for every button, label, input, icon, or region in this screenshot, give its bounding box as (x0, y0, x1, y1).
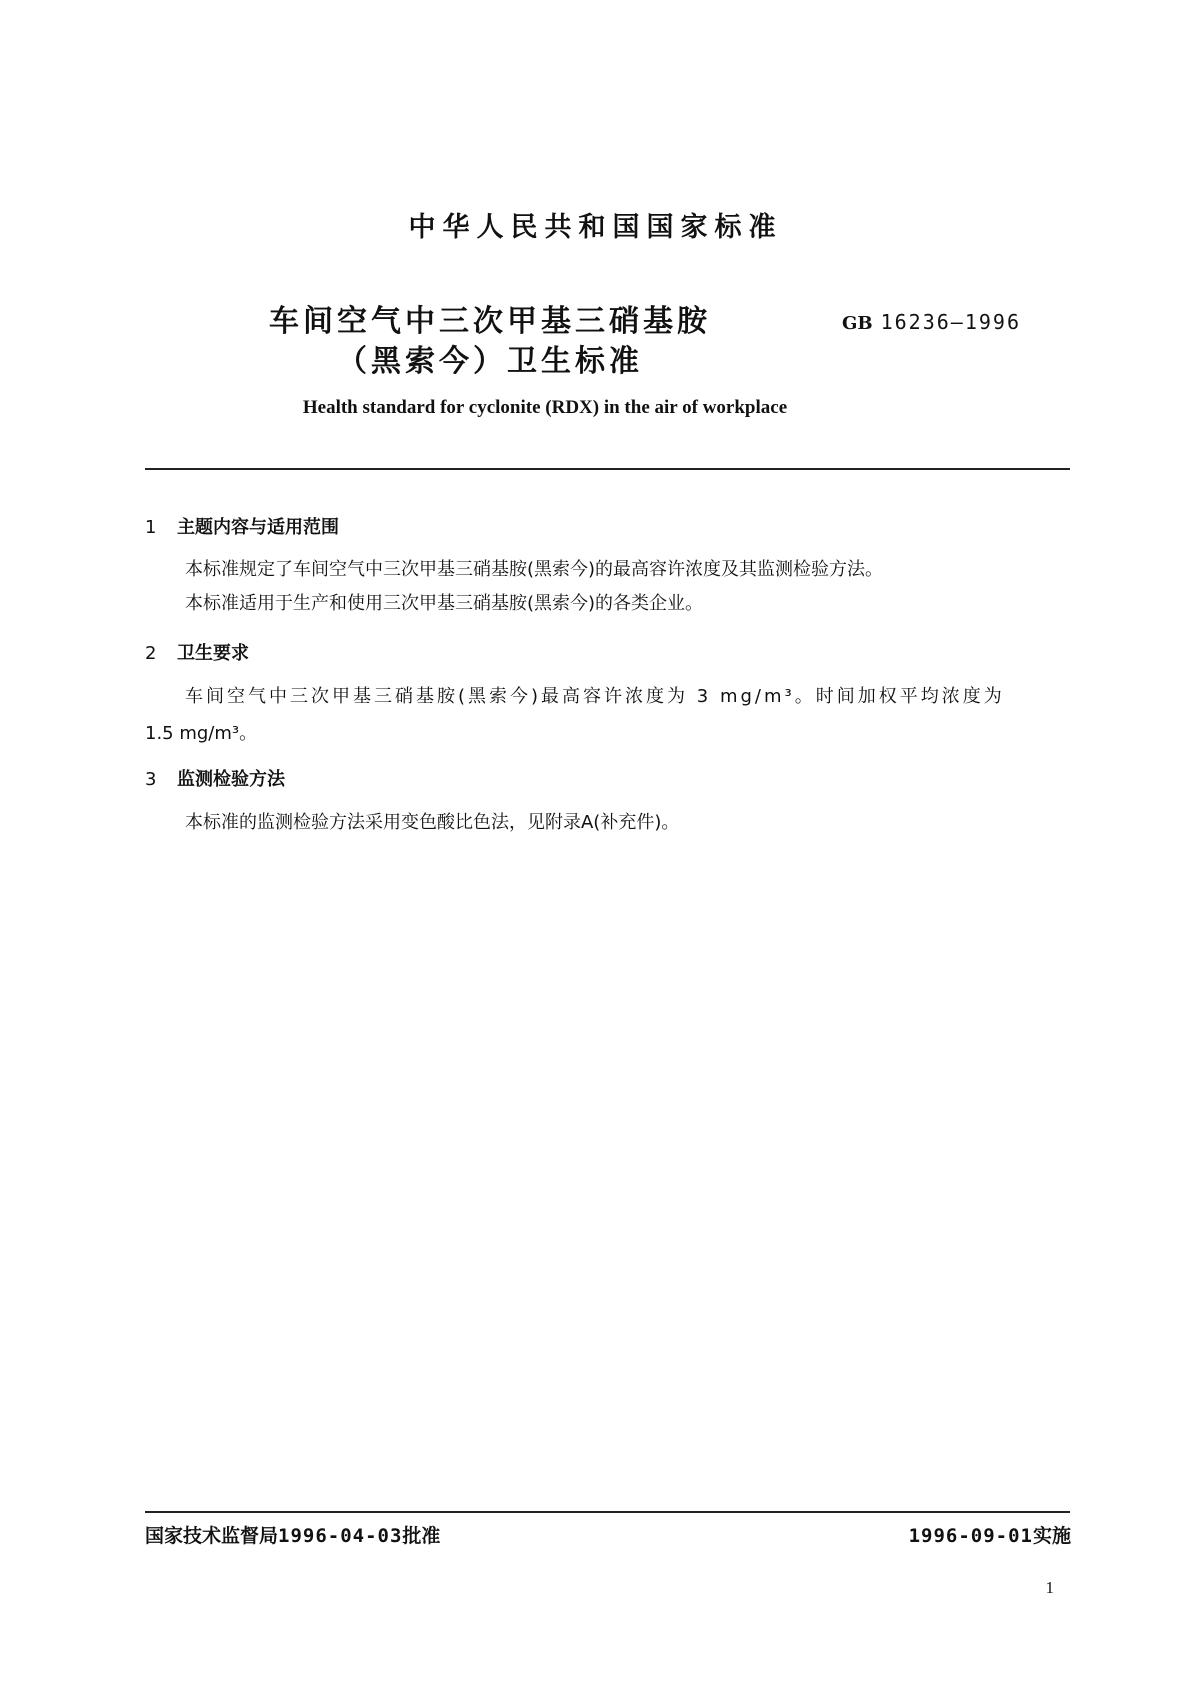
approval-suffix: 批准 (402, 1525, 441, 1547)
standard-title-line2: （黑索今）卫生标准 (337, 344, 643, 379)
section-title: 监测检验方法 (177, 769, 285, 790)
section-number: 1 (145, 517, 157, 538)
section-title: 主题内容与适用范围 (177, 517, 339, 538)
section-1-paragraph-1: 本标准规定了车间空气中三次甲基三硝基胺(黑索今)的最高容许浓度及其监测检验方法。 (185, 559, 884, 580)
effective-date: 1996-09-01 (908, 1525, 1033, 1547)
section-2-paragraph-line1: 车间空气中三次甲基三硝基胺(黑索今)最高容许浓度为 3 mg/m³。时间加权平均浓度为 (185, 686, 1005, 707)
section-3-paragraph: 本标准的监测检验方法采用变色酸比色法，见附录A(补充件)。 (185, 812, 680, 833)
english-title: Health standard for cyclonite (RDX) in the air of workplace (302, 397, 788, 418)
section-number: 2 (145, 643, 157, 664)
effective-info (909, 1521, 1071, 1548)
section-1-paragraph-2: 本标准适用于生产和使用三次甲基三硝基胺(黑索今)的各类企业。 (185, 593, 704, 614)
approval-date: 1996-04-03 (278, 1525, 403, 1547)
section-2-paragraph-line2: 1.5 mg/m³。 (145, 723, 258, 744)
section-number: 3 (145, 769, 157, 790)
approval-info (145, 1521, 440, 1548)
page-number: 1 (1045, 1578, 1054, 1597)
standard-code (842, 310, 1021, 334)
header-divider (145, 468, 1070, 470)
section-1-heading (145, 513, 339, 539)
national-standard-title: 中华人民共和国国家标准 (408, 212, 783, 243)
standard-code-prefix: GB (842, 313, 873, 334)
section-2-heading (145, 639, 249, 665)
footer-divider (145, 1511, 1070, 1513)
section-title: 卫生要求 (177, 643, 249, 664)
standard-title-line1: 车间空气中三次甲基三硝基胺 (269, 304, 711, 339)
section-3-heading (145, 765, 285, 791)
standard-code-number: 16236—1996 (880, 310, 1022, 334)
approval-org: 国家技术监督局 (145, 1525, 279, 1547)
effective-suffix: 实施 (1032, 1525, 1071, 1547)
